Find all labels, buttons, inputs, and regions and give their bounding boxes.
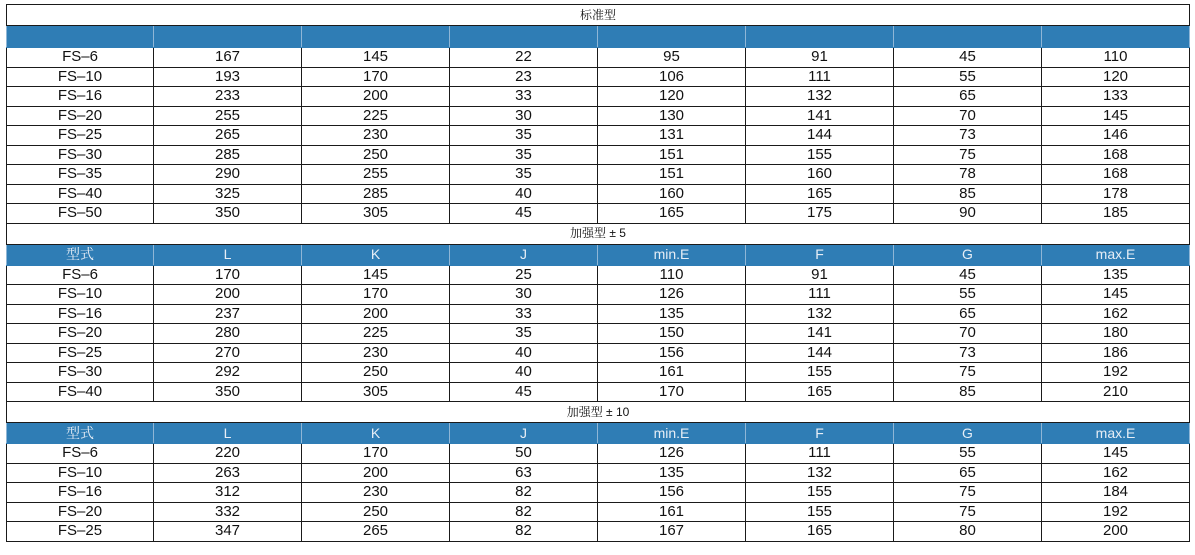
- column-header: [894, 26, 1042, 48]
- value-cell: 25: [450, 265, 598, 285]
- table-row: [7, 444, 1190, 464]
- value-cell: 141: [746, 324, 894, 344]
- value-cell: 305: [302, 382, 450, 402]
- value-cell: 167: [154, 48, 302, 68]
- value-cell: 192: [1042, 363, 1190, 383]
- value-cell: 80: [894, 522, 1042, 542]
- model-cell: FS–6: [7, 48, 154, 68]
- column-header: min.E: [598, 423, 746, 444]
- value-cell: 151: [598, 145, 746, 165]
- value-cell: 144: [746, 126, 894, 146]
- value-cell: 230: [302, 483, 450, 503]
- value-cell: 70: [894, 106, 1042, 126]
- table-row: [7, 483, 1190, 503]
- model-cell: FS–10: [7, 285, 154, 305]
- column-header: F: [746, 423, 894, 444]
- value-cell: 162: [1042, 304, 1190, 324]
- value-cell: 200: [302, 304, 450, 324]
- column-header: [302, 26, 450, 48]
- model-cell: FS–25: [7, 522, 154, 542]
- value-cell: 135: [598, 463, 746, 483]
- value-cell: 63: [450, 463, 598, 483]
- value-cell: 170: [302, 285, 450, 305]
- model-cell: FS–30: [7, 363, 154, 383]
- value-cell: 250: [302, 502, 450, 522]
- column-header: 型式: [7, 244, 154, 265]
- value-cell: 155: [746, 502, 894, 522]
- table-row: [7, 184, 1190, 204]
- section-title-row: [7, 5, 1190, 26]
- value-cell: 237: [154, 304, 302, 324]
- value-cell: 325: [154, 184, 302, 204]
- value-cell: 91: [746, 265, 894, 285]
- value-cell: 186: [1042, 343, 1190, 363]
- value-cell: 132: [746, 87, 894, 107]
- value-cell: 110: [1042, 48, 1190, 68]
- value-cell: 233: [154, 87, 302, 107]
- value-cell: 162: [1042, 463, 1190, 483]
- value-cell: 170: [154, 265, 302, 285]
- value-cell: 350: [154, 204, 302, 224]
- value-cell: 230: [302, 126, 450, 146]
- value-cell: 255: [154, 106, 302, 126]
- value-cell: 165: [746, 382, 894, 402]
- column-header: 型式: [7, 423, 154, 444]
- value-cell: 40: [450, 343, 598, 363]
- value-cell: 250: [302, 145, 450, 165]
- column-header: K: [302, 244, 450, 265]
- section-title: 标准型: [7, 5, 1190, 26]
- value-cell: 78: [894, 165, 1042, 185]
- value-cell: 132: [746, 463, 894, 483]
- value-cell: 192: [1042, 502, 1190, 522]
- model-cell: FS–16: [7, 483, 154, 503]
- column-header: [746, 26, 894, 48]
- value-cell: 165: [746, 522, 894, 542]
- value-cell: 146: [1042, 126, 1190, 146]
- value-cell: 265: [154, 126, 302, 146]
- value-cell: 33: [450, 304, 598, 324]
- value-cell: 131: [598, 126, 746, 146]
- value-cell: 155: [746, 363, 894, 383]
- table-row: [7, 522, 1190, 542]
- value-cell: 120: [1042, 67, 1190, 87]
- value-cell: 270: [154, 343, 302, 363]
- column-header: G: [894, 244, 1042, 265]
- model-cell: FS–10: [7, 463, 154, 483]
- value-cell: 110: [598, 265, 746, 285]
- value-cell: 45: [450, 382, 598, 402]
- value-cell: 167: [598, 522, 746, 542]
- value-cell: 30: [450, 106, 598, 126]
- column-header: L: [154, 244, 302, 265]
- value-cell: 225: [302, 324, 450, 344]
- column-header: min.E: [598, 244, 746, 265]
- value-cell: 55: [894, 444, 1042, 464]
- value-cell: 35: [450, 145, 598, 165]
- value-cell: 285: [302, 184, 450, 204]
- value-cell: 280: [154, 324, 302, 344]
- value-cell: 145: [1042, 444, 1190, 464]
- model-cell: FS–25: [7, 343, 154, 363]
- value-cell: 65: [894, 304, 1042, 324]
- value-cell: 106: [598, 67, 746, 87]
- table-body: [7, 5, 1190, 542]
- value-cell: 180: [1042, 324, 1190, 344]
- value-cell: 40: [450, 184, 598, 204]
- value-cell: 120: [598, 87, 746, 107]
- value-cell: 160: [598, 184, 746, 204]
- value-cell: 193: [154, 67, 302, 87]
- model-cell: FS–16: [7, 304, 154, 324]
- column-header: [154, 26, 302, 48]
- model-cell: FS–10: [7, 67, 154, 87]
- value-cell: 156: [598, 343, 746, 363]
- header-row: [7, 244, 1190, 265]
- section-title: 加强型 ± 10: [7, 402, 1190, 423]
- model-cell: FS–40: [7, 184, 154, 204]
- table-row: [7, 145, 1190, 165]
- model-cell: FS–6: [7, 444, 154, 464]
- value-cell: 263: [154, 463, 302, 483]
- table-row: [7, 126, 1190, 146]
- value-cell: 82: [450, 483, 598, 503]
- value-cell: 255: [302, 165, 450, 185]
- value-cell: 45: [894, 265, 1042, 285]
- value-cell: 35: [450, 165, 598, 185]
- column-header: [7, 26, 154, 48]
- value-cell: 133: [1042, 87, 1190, 107]
- table-row: [7, 502, 1190, 522]
- value-cell: 156: [598, 483, 746, 503]
- value-cell: 161: [598, 502, 746, 522]
- value-cell: 22: [450, 48, 598, 68]
- value-cell: 155: [746, 145, 894, 165]
- dimension-table: [6, 4, 1190, 542]
- value-cell: 82: [450, 502, 598, 522]
- value-cell: 312: [154, 483, 302, 503]
- value-cell: 75: [894, 363, 1042, 383]
- value-cell: 160: [746, 165, 894, 185]
- value-cell: 70: [894, 324, 1042, 344]
- value-cell: 165: [746, 184, 894, 204]
- column-header: max.E: [1042, 244, 1190, 265]
- column-header: [450, 26, 598, 48]
- value-cell: 161: [598, 363, 746, 383]
- value-cell: 170: [598, 382, 746, 402]
- value-cell: 145: [1042, 106, 1190, 126]
- table-row: [7, 363, 1190, 383]
- table-row: [7, 87, 1190, 107]
- model-cell: FS–20: [7, 324, 154, 344]
- value-cell: 150: [598, 324, 746, 344]
- value-cell: 126: [598, 444, 746, 464]
- value-cell: 200: [1042, 522, 1190, 542]
- value-cell: 347: [154, 522, 302, 542]
- value-cell: 168: [1042, 145, 1190, 165]
- model-cell: FS–25: [7, 126, 154, 146]
- value-cell: 200: [154, 285, 302, 305]
- value-cell: 165: [598, 204, 746, 224]
- value-cell: 175: [746, 204, 894, 224]
- value-cell: 90: [894, 204, 1042, 224]
- section-title-row: [7, 402, 1190, 423]
- table-row: [7, 382, 1190, 402]
- column-header: max.E: [1042, 423, 1190, 444]
- table-row: [7, 67, 1190, 87]
- value-cell: 225: [302, 106, 450, 126]
- value-cell: 130: [598, 106, 746, 126]
- column-header: J: [450, 244, 598, 265]
- value-cell: 290: [154, 165, 302, 185]
- model-cell: FS–35: [7, 165, 154, 185]
- model-cell: FS–6: [7, 265, 154, 285]
- column-header: F: [746, 244, 894, 265]
- value-cell: 111: [746, 67, 894, 87]
- value-cell: 82: [450, 522, 598, 542]
- column-header: J: [450, 423, 598, 444]
- value-cell: 285: [154, 145, 302, 165]
- value-cell: 292: [154, 363, 302, 383]
- table-row: [7, 285, 1190, 305]
- value-cell: 45: [894, 48, 1042, 68]
- column-header: L: [154, 423, 302, 444]
- model-cell: FS–40: [7, 382, 154, 402]
- value-cell: 135: [1042, 265, 1190, 285]
- value-cell: 144: [746, 343, 894, 363]
- value-cell: 95: [598, 48, 746, 68]
- value-cell: 168: [1042, 165, 1190, 185]
- model-cell: FS–20: [7, 106, 154, 126]
- value-cell: 33: [450, 87, 598, 107]
- model-cell: FS–50: [7, 204, 154, 224]
- value-cell: 65: [894, 463, 1042, 483]
- value-cell: 75: [894, 502, 1042, 522]
- table-row: [7, 204, 1190, 224]
- value-cell: 151: [598, 165, 746, 185]
- column-header: [598, 26, 746, 48]
- value-cell: 111: [746, 444, 894, 464]
- value-cell: 145: [302, 48, 450, 68]
- value-cell: 35: [450, 324, 598, 344]
- value-cell: 73: [894, 126, 1042, 146]
- value-cell: 55: [894, 67, 1042, 87]
- value-cell: 332: [154, 502, 302, 522]
- value-cell: 184: [1042, 483, 1190, 503]
- value-cell: 91: [746, 48, 894, 68]
- value-cell: 35: [450, 126, 598, 146]
- table-row: [7, 304, 1190, 324]
- value-cell: 30: [450, 285, 598, 305]
- value-cell: 141: [746, 106, 894, 126]
- table-row: [7, 324, 1190, 344]
- value-cell: 135: [598, 304, 746, 324]
- value-cell: 200: [302, 463, 450, 483]
- value-cell: 178: [1042, 184, 1190, 204]
- model-cell: FS–30: [7, 145, 154, 165]
- table-row: [7, 343, 1190, 363]
- value-cell: 145: [302, 265, 450, 285]
- value-cell: 65: [894, 87, 1042, 107]
- column-header: K: [302, 423, 450, 444]
- column-header: G: [894, 423, 1042, 444]
- value-cell: 126: [598, 285, 746, 305]
- model-cell: FS–16: [7, 87, 154, 107]
- value-cell: 132: [746, 304, 894, 324]
- value-cell: 145: [1042, 285, 1190, 305]
- value-cell: 265: [302, 522, 450, 542]
- value-cell: 73: [894, 343, 1042, 363]
- value-cell: 85: [894, 382, 1042, 402]
- section-title: 加强型 ± 5: [7, 223, 1190, 244]
- column-header: [1042, 26, 1190, 48]
- value-cell: 185: [1042, 204, 1190, 224]
- value-cell: 23: [450, 67, 598, 87]
- spec-sheet: [6, 4, 1189, 542]
- value-cell: 40: [450, 363, 598, 383]
- value-cell: 85: [894, 184, 1042, 204]
- value-cell: 75: [894, 483, 1042, 503]
- value-cell: 210: [1042, 382, 1190, 402]
- value-cell: 50: [450, 444, 598, 464]
- table-row: [7, 265, 1190, 285]
- value-cell: 55: [894, 285, 1042, 305]
- value-cell: 230: [302, 343, 450, 363]
- value-cell: 250: [302, 363, 450, 383]
- section-title-row: [7, 223, 1190, 244]
- value-cell: 155: [746, 483, 894, 503]
- value-cell: 200: [302, 87, 450, 107]
- table-row: [7, 48, 1190, 68]
- value-cell: 45: [450, 204, 598, 224]
- value-cell: 170: [302, 67, 450, 87]
- header-row: [7, 26, 1190, 48]
- value-cell: 305: [302, 204, 450, 224]
- value-cell: 170: [302, 444, 450, 464]
- value-cell: 75: [894, 145, 1042, 165]
- table-row: [7, 106, 1190, 126]
- value-cell: 220: [154, 444, 302, 464]
- value-cell: 111: [746, 285, 894, 305]
- table-row: [7, 463, 1190, 483]
- model-cell: FS–20: [7, 502, 154, 522]
- header-row: [7, 423, 1190, 444]
- value-cell: 350: [154, 382, 302, 402]
- table-row: [7, 165, 1190, 185]
